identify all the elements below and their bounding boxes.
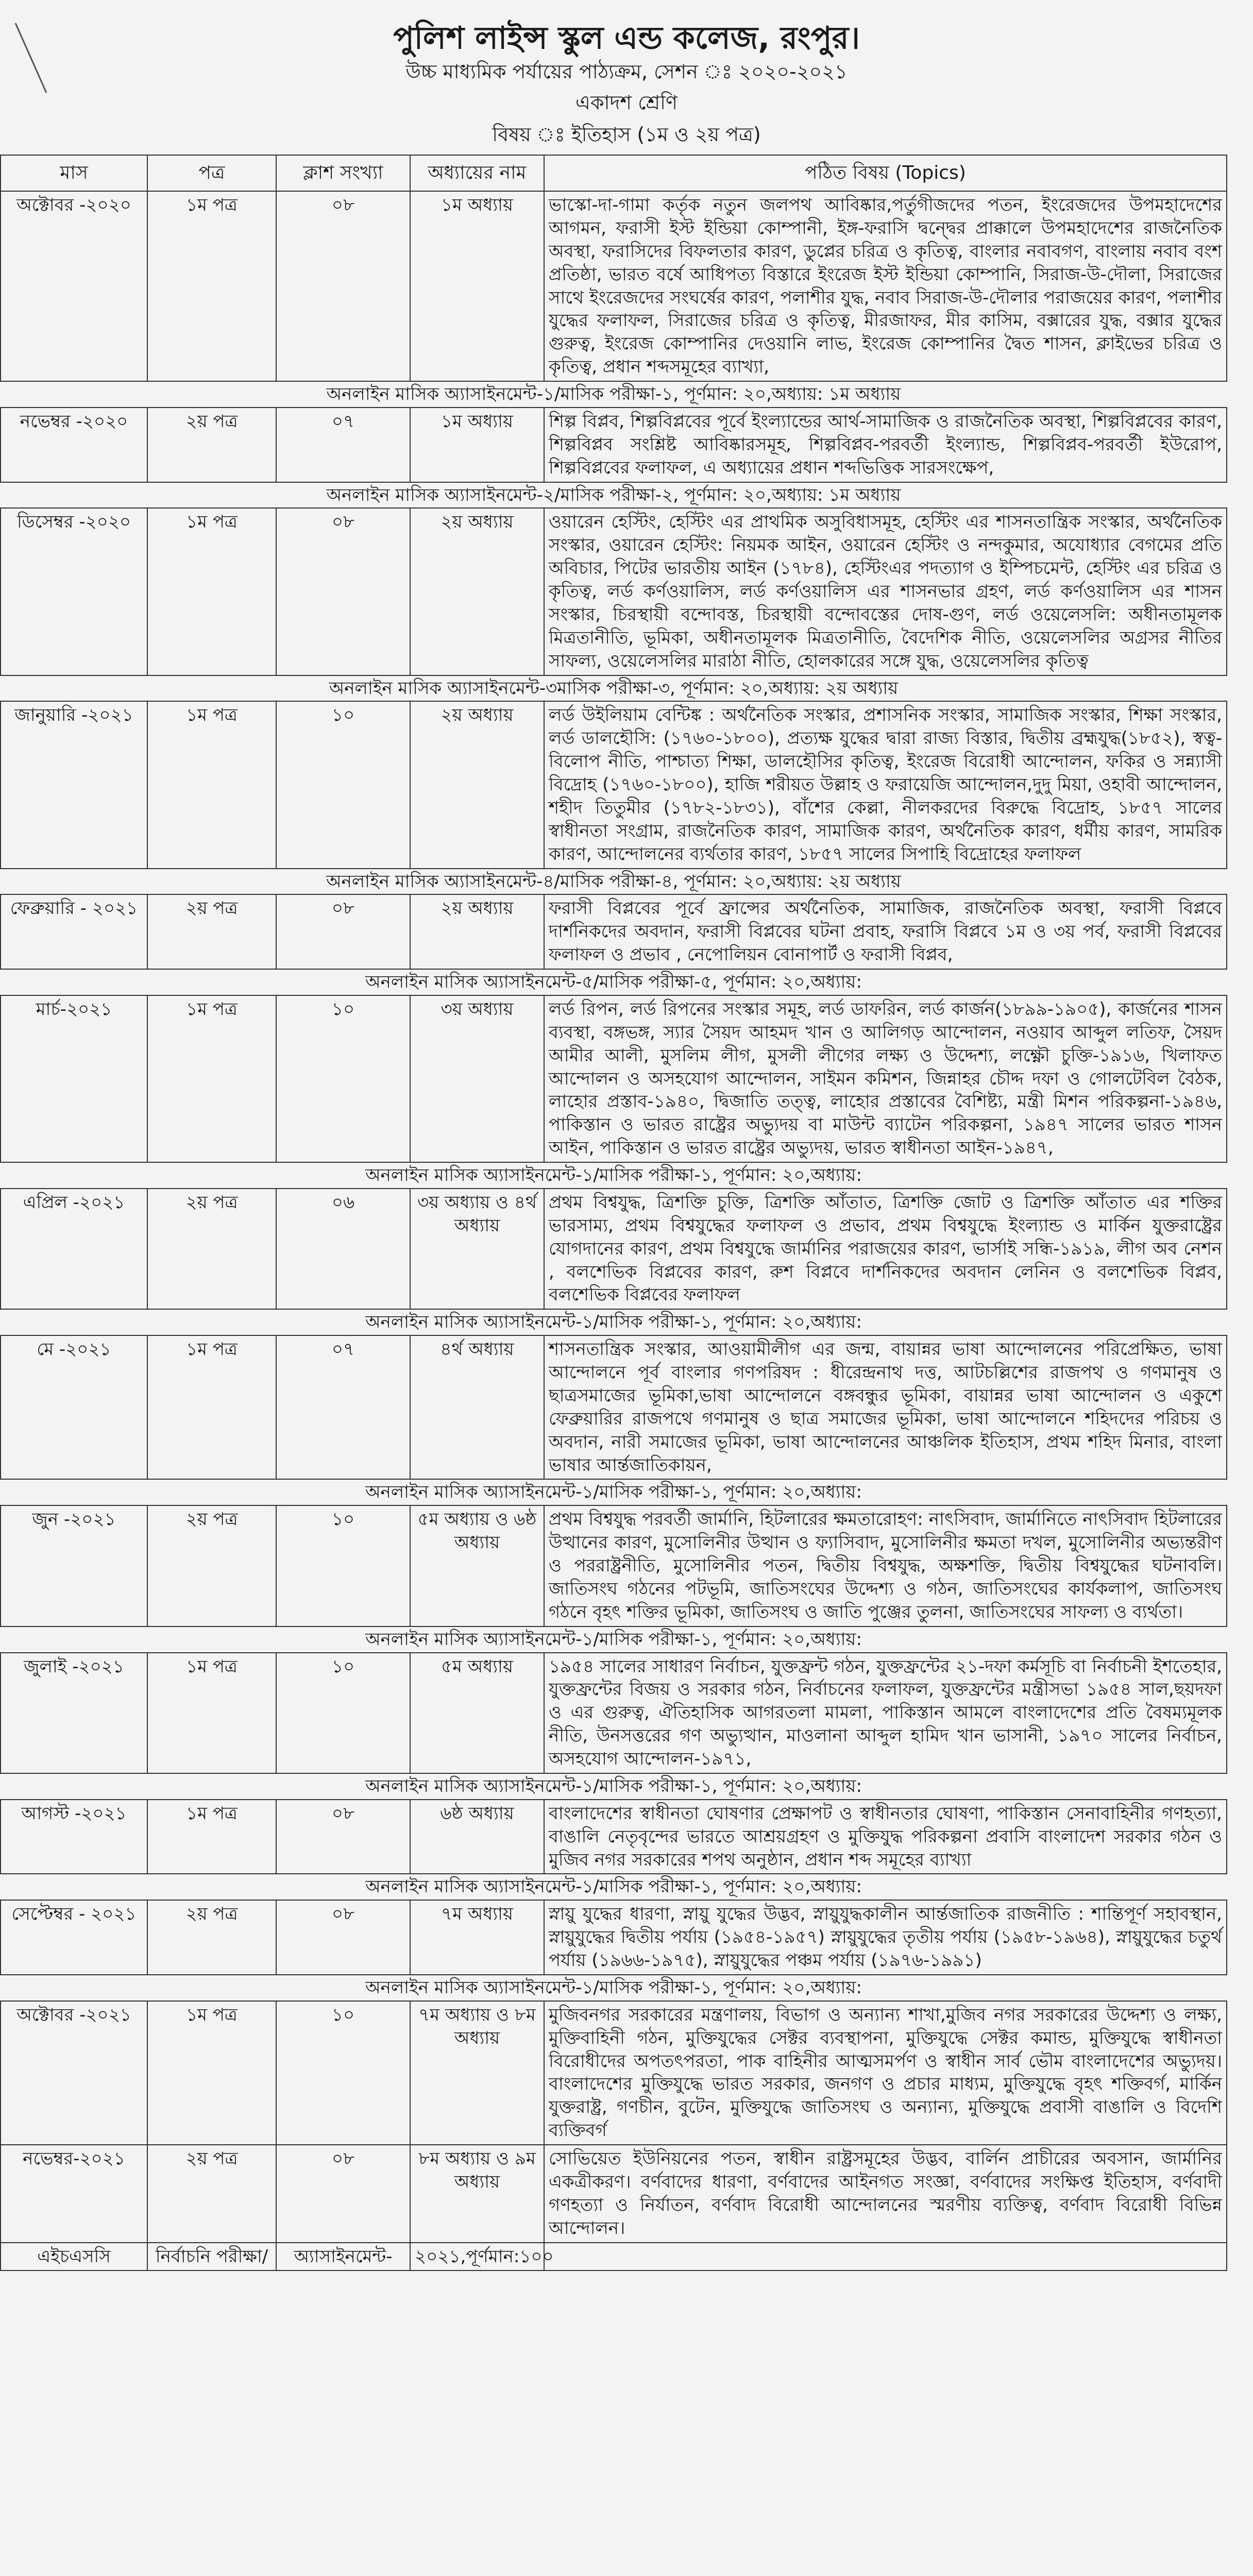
final-cell-3: অ্যাসাইনমেন্ট- bbox=[276, 2243, 410, 2271]
chapter-cell: ৫ম অধ্যায় bbox=[410, 1653, 544, 1773]
month-cell: জুন -২০২১ bbox=[1, 1505, 147, 1626]
assignment-note: অনলাইন মাসিক অ্যাসাইনমেন্ট-১/মাসিক পরীক্ষা-১, পূর্ণমান: ২০,অধ্যায়: bbox=[1, 1162, 1227, 1189]
paper-cell: ২য় পত্র bbox=[147, 1900, 276, 1975]
assignment-row bbox=[1, 969, 1227, 995]
table-row bbox=[1, 1189, 1227, 1309]
assignment-note: অনলাইন মাসিক অ্যাসাইনমেন্ট-১/মাসিক পরীক্ষা-১, পূর্ণমান: ২০,অধ্যায়: bbox=[1, 1874, 1227, 1900]
col-header-classes: ক্লাশ সংখ্যা bbox=[276, 155, 410, 191]
table-row bbox=[1, 894, 1227, 969]
table-row bbox=[1, 1653, 1227, 1773]
month-cell: সেপ্টেম্বর - ২০২১ bbox=[1, 1900, 147, 1975]
subject-line: বিষয় ঃ ইতিহাস (১ম ও ২য় পত্র) bbox=[492, 123, 761, 146]
topics-cell: লর্ড রিপন, লর্ড রিপনের সংস্কার সমূহ, লর্ড ডাফরিন, লর্ড কার্জন(১৮৯৯-১৯০৫), কার্জনের শাসন ব্যবস্থা, বঙ্গভঙ্গ, স্যার সৈয়দ আহমদ খান ও আলিগড় আন্দোলন, নওয়াব আব্দুল লতিফ, সৈয়দ আমীর আলী, মুসলিম লীগ, মুসলী লীগের লক্ষ্য ও উদ্দেশ্য, লক্ষ্ণৌ চুক্তি-১৯১৬, খিলাফত আন্দোলন ও অসহযোগ আন্দোলন, সাইমন কমিশন, জিন্নাহর চৌদ্দ দফা ও গোলটেবিল বৈঠক, লাহোর প্রস্তাব-১৯৪০, দ্বিজাতি তত্ত্ব, লাহোর প্রস্তাবের বৈশিষ্ট্য, মন্ত্রী মিশন পরিকল্পনা-১৯৪৬, পাকিস্তান ও ভারত রাষ্ট্রের অভ্যুদয় বা মাউন্ট ব্যাটেন পরিকল্পনা, ১৯৪৭ সালের ভারত শাসন আইন, পাকিস্তান ও ভারত রাষ্ট্রের অভ্যুদয়, ভারত স্বাধীনতা আইন-১৯৪৭, bbox=[544, 995, 1227, 1162]
col-header-month: মাস bbox=[1, 155, 147, 191]
topics-cell: বাংলাদেশের স্বাধীনতা ঘোষণার প্রেক্ষাপট ও স্বাধীনতার ঘোষণা, পাকিস্তান সেনাবাহিনীর গণহত্যা, বাঙালি নেতৃবৃন্দের ভারতে আশ্রয়গ্রহণ ও মুক্তিযুদ্ধ পরিকল্পনা প্রবাসি বাংলাদেশ সরকার গঠন ও মুজিব নগর সরকারের শপথ অনুষ্ঠান, প্রধান শব্দ সমূহের ব্যাখ্যা bbox=[544, 1800, 1227, 1874]
syllabus-table bbox=[0, 155, 1227, 2271]
chapter-cell: ৮ম অধ্যায় ও ৯ম অধ্যায় bbox=[410, 2145, 544, 2243]
chapter-cell: ৩য় অধ্যায় bbox=[410, 995, 544, 1162]
topics-cell: ১৯৫৪ সালের সাধারণ নির্বাচন, যুক্তফ্রন্ট গঠন, যুক্তফ্রন্টের ২১-দফা কর্মসূচি বা নির্বাচনী ইশতেহার, যুক্তফ্রন্টের বিজয় ও সরকার গঠন, নির্বাচনের ফলাফল, যুক্তফ্রন্টের মন্ত্রীসভা ১৯৫৪ সাল,ছয়দফা ও এর গুরুত্ব, ঐতিহাসিক আগরতলা মামলা, পাকিস্তান আমলে বাংলাদেশের প্রতি বৈষম্যমূলক নীতি, উনসত্তরের গণ অভ্যুত্থান, মাওলানা আব্দুল হামিদ খান ভাসানী, ১৯৭০ সালের নির্বাচন, অসহযোগ আন্দোলন-১৯৭১, bbox=[544, 1653, 1227, 1773]
final-cell-5 bbox=[544, 2243, 1227, 2271]
chapter-cell: ২য় অধ্যায় bbox=[410, 508, 544, 675]
institution-title: পুলিশ লাইন্স স্কুল এন্ড কলেজ, রংপুর। bbox=[393, 20, 860, 56]
month-cell: অক্টোবর -২০২১ bbox=[1, 2001, 147, 2145]
table-row bbox=[1, 701, 1227, 868]
month-cell: এপ্রিল -২০২১ bbox=[1, 1189, 147, 1309]
assignment-row bbox=[1, 1773, 1227, 1800]
month-cell: মার্চ-২০২১ bbox=[1, 995, 147, 1162]
assignment-row bbox=[1, 1874, 1227, 1900]
month-cell: মে -২০২১ bbox=[1, 1335, 147, 1479]
class-count-cell: ০৮ bbox=[276, 2145, 410, 2243]
class-line: একাদশ শ্রেণি bbox=[575, 91, 678, 114]
month-cell: জুলাই -২০২১ bbox=[1, 1653, 147, 1773]
assignment-note: অনলাইন মাসিক অ্যাসাইনমেন্ট-১/মাসিক পরীক্ষা-১, পূর্ণমান: ২০,অধ্যায়: bbox=[1, 1309, 1227, 1335]
table-row bbox=[1, 2001, 1227, 2145]
class-count-cell: ০৬ bbox=[276, 1189, 410, 1309]
topics-cell: স্নায়ু যুদ্ধের ধারণা, স্নায়ু যুদ্ধের উদ্ভব, স্নায়ুযুদ্ধকালীন আর্ন্তজাতিক রাজনীতি : শান্তিপূর্ণ সহাবস্থান, স্নায়ুযুদ্ধের দ্বিতীয় পর্যায় (১৯৫৪-১৯৫৭) স্নায়ুযুদ্ধের তৃতীয় পর্যায় (১৯৫৮-১৯৬৪), স্নায়ুযুদ্ধের চতুর্থ পর্যায় (১৯৬৬-১৯৭৫), স্নায়ুযুদ্ধের পঞ্চম পর্যায় (১৯৭৬-১৯৯১) bbox=[544, 1900, 1227, 1975]
class-count-cell: ০৮ bbox=[276, 191, 410, 381]
assignment-note: অনলাইন মাসিক অ্যাসাইনমেন্ট-১/মাসিক পরীক্ষা-১, পূর্ণমান: ২০,অধ্যায়: bbox=[1, 1975, 1227, 2001]
chapter-cell: ৭ম অধ্যায় bbox=[410, 1900, 544, 1975]
paper-cell: ১ম পত্র bbox=[147, 2001, 276, 2145]
topics-cell: সোভিয়েত ইউনিয়নের পতন, স্বাধীন রাষ্ট্রসমূহের উদ্ভব, বার্লিন প্রাচীরের অবসান, জার্মানির একত্রীকরণ। বর্ণবাদের ধারণা, বর্ণবাদের আইনগত সংজ্ঞা, বর্ণবাদের সংক্ষিপ্ত ইতিহাস, বর্ণবাদী গণহত্যা ও নির্যাতন, বর্ণবাদ বিরোধী আন্দোলনের স্মরণীয় ব্যক্তিত্ব, বর্ণবাদ বিরোধী বিভিন্ন আন্দোলন। bbox=[544, 2145, 1227, 2243]
assignment-row bbox=[1, 869, 1227, 895]
assignment-note: অনলাইন মাসিক অ্যাসাইনমেন্ট-৩মাসিক পরীক্ষা-৩, পূর্ণমান: ২০,অধ্যায়: ২য় অধ্যায় bbox=[1, 675, 1227, 702]
assignment-note: অনলাইন মাসিক অ্যাসাইনমেন্ট-১/মাসিক পরীক্ষা-১, পূর্ণমান: ২০,অধ্যায়: bbox=[1, 1626, 1227, 1653]
assignment-row bbox=[1, 482, 1227, 509]
topics-cell: লর্ড উইলিয়াম বেন্টিঙ্ক : অর্থনৈতিক সংস্কার, প্রশাসনিক সংস্কার, সামাজিক সংস্কার, শিক্ষা সংস্কার, লর্ড ডালহৌসি: (১৭৬০-১৮০০), প্রত্যক্ষ যুদ্ধের দ্বারা রাজ্য বিস্তার, দ্বিতীয় ব্রহ্মযুদ্ধ(১৮৫২), স্বত্ব-বিলোপ নীতি, পাশ্চাত্য শিক্ষা, ডালহৌসির কৃতিত্ব, ইংরেজ বিরোধী আন্দোলন, ফকির ও সন্ন্যাসী বিদ্রোহ (১৭৬০-১৮০০), হাজি শরীয়ত উল্লাহ ও ফরায়েজি আন্দোলন,দুদু মিয়া, ওহাবী আন্দোলন, শহীদ তিতুমীর (১৭৮২-১৮৩১), বাঁশের কেল্লা, নীলকরদের বিরুদ্ধে বিদ্রোহ, ১৮৫৭ সালের স্বাধীনতা সংগ্রাম, রাজনৈতিক কারণ, সামাজিক কারণ, অর্থনৈতিক কারণ, ধর্মীয় কারণ, সামরিক কারণ, আন্দোলনের ব্যর্থতার কারণ, ১৮৫৭ সালের সিপাহি বিদ্রোহের ফলাফল bbox=[544, 701, 1227, 868]
class-count-cell: ১০ bbox=[276, 1505, 410, 1626]
col-header-topics: পঠিত বিষয় (Topics) bbox=[544, 155, 1227, 191]
month-cell: আগস্ট -২০২১ bbox=[1, 1800, 147, 1874]
topics-cell: ফরাসী বিপ্লবের পূর্বে ফ্রান্সের অর্থনৈতিক, সামাজিক, রাজনৈতিক অবস্থা, ফরাসী বিপ্লবে দার্শনিকদের অবদান, ফরাসী বিপ্লবের ঘটনা প্রবাহ, ফরাসি বিপ্লবে ১ম ও ৩য় পর্ব, ফরাসী বিপ্লবের ফলাফল ও প্রভাব , নেপোলিয়ন বোনাপার্ট ও ফরাসী বিপ্লব, bbox=[544, 894, 1227, 969]
table-body bbox=[1, 191, 1227, 2243]
paper-cell: ২য় পত্র bbox=[147, 1505, 276, 1626]
final-cell-1: এইচএসসি bbox=[1, 2243, 147, 2271]
paper-cell: ২য় পত্র bbox=[147, 1189, 276, 1309]
class-count-cell: ১০ bbox=[276, 701, 410, 868]
paper-cell: ১ম পত্র bbox=[147, 508, 276, 675]
table-row bbox=[1, 1900, 1227, 1975]
class-count-cell: ১০ bbox=[276, 1653, 410, 1773]
table-row bbox=[1, 1800, 1227, 1874]
paper-cell: ১ম পত্র bbox=[147, 1800, 276, 1874]
topics-cell: ওয়ারেন হেস্টিং, হেস্টিং এর প্রাথমিক অসুবিধাসমূহ, হেস্টিং এর শাসনতান্ত্রিক সংস্কার, অর্থনৈতিক সংস্কার, ওয়ারেন হেস্টিং: নিয়মক আইন, ওয়ারেন হেস্টিং ও নন্দকুমার, অযোধ্যার বেগমের প্রতি অবিচার, পিটের ভারতীয় আইন (১৭৮৪), হেস্টিংএর পদত্যাগ ও ইম্পিচমেন্ট, হেস্টিং এর চরিত্র ও কৃতিত্ব, লর্ড কর্ণওয়ালিস, লর্ড কর্ণওয়ালিস এর শাসনভার গ্রহণ, লর্ড কর্ণওয়ালিস এর শাসন সংস্কার, চিরস্থায়ী বন্দোবস্ত, চিরস্থায়ী বন্দোবস্তের দোষ-গুণ, লর্ড ওয়েলেসলি: অধীনতামূলক মিত্রতানীতি, ভূমিকা, অধীনতামূলক মিত্রতানীতি, বৈদেশিক নীতি, ওয়েলেসলির অগ্রসর নীতির সাফল্য, ওয়েলেসলির মারাঠা নীতি, হোলকারের সঙ্গে যুদ্ধ, ওয়েলেসলির কৃতিত্ব bbox=[544, 508, 1227, 675]
table-row bbox=[1, 408, 1227, 482]
assignment-row bbox=[1, 1975, 1227, 2001]
chapter-cell: ১ম অধ্যায় bbox=[410, 408, 544, 482]
paper-cell: ১ম পত্র bbox=[147, 191, 276, 381]
chapter-cell: ৩য় অধ্যায় ও ৪র্থ অধ্যায় bbox=[410, 1189, 544, 1309]
topics-cell: প্রথম বিশ্বযুদ্ধ পরবর্তী জার্মানি, হিটলারের ক্ষমতারোহণ: নাৎসিবাদ, জার্মানিতে নাৎসিবাদ হিটলারের উত্থানের কারণ, মুসোলিনীর উত্থান ও ফ্যাসিবাদ, মুসোলিনীর ক্ষমতা দখল, মুসোলিনীর অভ্যন্তরীণ ও পররাষ্ট্রনীতি, মুসোলিনীর পতন, দ্বিতীয় বিশ্বযুদ্ধ, অক্ষশক্তি, দ্বিতীয় বিশ্বযুদ্ধের ঘটনাবলি। জাতিসংঘ গঠনের পটভূমি, জাতিসংঘের উদ্দেশ্য ও গঠন, জাতিসংঘের কার্যকলাপ, জাতিসংঘ গঠনে বৃহৎ শক্তির ভূমিকা, জাতিসংঘ ও জাতি পুঞ্জের তুলনা, জাতিসংঘের সাফল্য ও ব্যর্থতা। bbox=[544, 1505, 1227, 1626]
col-header-paper: পত্র bbox=[147, 155, 276, 191]
class-count-cell: ১০ bbox=[276, 2001, 410, 2145]
topics-cell: শিল্প বিপ্লব, শিল্পবিপ্লবের পূর্বে ইংল্যান্ডের আর্থ-সামাজিক ও রাজনৈতিক অবস্থা, শিল্পবিপ্লবের কারণ, শিল্পবিপ্লব সংশ্লিষ্ট আবিষ্কারসমূহ, শিল্পবিপ্লব-পরবর্তী ইংল্যান্ড, শিল্পবিপ্লব-পরবর্তী ইউরোপ, শিল্পবিপ্লবের ফলাফল, এ অধ্যায়ের প্রধান শব্দভিত্তিক সারসংক্ষেপ, bbox=[544, 408, 1227, 482]
month-cell: ফেব্রুয়ারি - ২০২১ bbox=[1, 894, 147, 969]
assignment-note: অনলাইন মাসিক অ্যাসাইনমেন্ট-১/মাসিক পরীক্ষা-১, পূর্ণমান: ২০,অধ্যায়: bbox=[1, 1773, 1227, 1800]
chapter-cell: ২য় অধ্যায় bbox=[410, 701, 544, 868]
assignment-row bbox=[1, 1479, 1227, 1505]
final-cell-4: ২০২১,পূর্ণমান:১০০ bbox=[410, 2243, 544, 2271]
paper-cell: ১ম পত্র bbox=[147, 1335, 276, 1479]
final-exam-row bbox=[1, 2243, 1227, 2271]
paper-cell: ২য় পত্র bbox=[147, 894, 276, 969]
class-count-cell: ০৮ bbox=[276, 894, 410, 969]
assignment-note: অনলাইন মাসিক অ্যাসাইনমেন্ট-৫/মাসিক পরীক্ষা-৫, পূর্ণমান: ২০,অধ্যায়: bbox=[1, 969, 1227, 995]
assignment-note: অনলাইন মাসিক অ্যাসাইনমেন্ট-১/মাসিক পরীক্ষা-১, পূর্ণমান: ২০,অধ্যায়: ১ম অধ্যায় bbox=[1, 381, 1227, 408]
assignment-row bbox=[1, 1626, 1227, 1653]
paper-cell: ১ম পত্র bbox=[147, 995, 276, 1162]
assignment-row bbox=[1, 675, 1227, 702]
assignment-note: অনলাইন মাসিক অ্যাসাইনমেন্ট-৪/মাসিক পরীক্ষা-৪, পূর্ণমান: ২০,অধ্যায়: ২য় অধ্যায় bbox=[1, 869, 1227, 895]
class-count-cell: ০৮ bbox=[276, 1800, 410, 1874]
paper-cell: ১ম পত্র bbox=[147, 1653, 276, 1773]
paper-cell: ২য় পত্র bbox=[147, 2145, 276, 2243]
assignment-row bbox=[1, 1162, 1227, 1189]
table-row bbox=[1, 1335, 1227, 1479]
chapter-cell: ১ম অধ্যায় bbox=[410, 191, 544, 381]
table-row bbox=[1, 1505, 1227, 1626]
table-header-row bbox=[1, 155, 1227, 191]
assignment-row bbox=[1, 381, 1227, 408]
paper-cell: ২য় পত্র bbox=[147, 408, 276, 482]
topics-cell: শাসনতান্ত্রিক সংস্কার, আওয়ামীলীগ এর জন্ম, বায়ান্নর ভাষা আন্দোলনের পরিপ্রেক্ষিত, ভাষা আন্দোলনে পূর্ব বাংলার গণপরিষদ : ধীরেন্দ্রনাথ দত্ত, আটচল্লিশের রাজপথ ও গণমানুষ ও ছাত্রসমাজের ভূমিকা,ভাষা আন্দোলনে বঙ্গবন্ধুর ভূমিকা, বায়ান্নর ভাষা আন্দোলন ও একুশে ফেব্রুয়ারির রাজপথে গণমানুষ ও ছাত্র সমাজের ভূমিকা, ভাষা আন্দোলনে শহিদদের পরিচয় ও অবদান, নারী সমাজের ভূমিকা, ভাষা আন্দোলনের আঞ্চলিক ইতিহাস, প্রথম শহিদ মিনার, বাংলা ভাষার আর্ন্তজাতিকায়ন, bbox=[544, 1335, 1227, 1479]
chapter-cell: ৪র্থ অধ্যায় bbox=[410, 1335, 544, 1479]
chapter-cell: ৫ম অধ্যায় ও ৬ষ্ঠ অধ্যায় bbox=[410, 1505, 544, 1626]
month-cell: নভেম্বর-২০২১ bbox=[1, 2145, 147, 2243]
chapter-cell: ৭ম অধ্যায় ও ৮ম অধ্যায় bbox=[410, 2001, 544, 2145]
class-count-cell: ০৮ bbox=[276, 508, 410, 675]
paper-cell: ১ম পত্র bbox=[147, 701, 276, 868]
class-count-cell: ০৮ bbox=[276, 1900, 410, 1975]
assignment-row bbox=[1, 1309, 1227, 1335]
table-row bbox=[1, 995, 1227, 1162]
topics-cell: প্রথম বিশ্বযুদ্ধ, ত্রিশক্তি চুক্তি, ত্রিশক্তি আঁতাত, ত্রিশক্তি জোট ও ত্রিশক্তি আঁতাত এর শক্তির ভারসাম্য, প্রথম বিশ্বযুদ্ধের ফলাফল ও প্রভাব, প্রথম বিশ্বযুদ্ধে ইংল্যান্ড ও মার্কিন যুক্তরাষ্ট্রের যোগদানের কারণ, প্রথম বিশ্বযুদ্ধে জার্মানির পরাজয়ের কারণ, ভার্সাই সন্ধি-১৯১৯, লীগ অব নেশন , বলশেভিক বিপ্লবের কারণ, রুশ বিপ্লবে দার্শনিকদের অবদান লেনিন ও বলশেভিক বিপ্লব, বলশেভিক বিপ্লবের ফলাফল bbox=[544, 1189, 1227, 1309]
assignment-note: অনলাইন মাসিক অ্যাসাইনমেন্ট-২/মাসিক পরীক্ষা-২, পূর্ণমান: ২০,অধ্যায়: ১ম অধ্যায় bbox=[1, 482, 1227, 509]
chapter-cell: ৬ষ্ঠ অধ্যায় bbox=[410, 1800, 544, 1874]
topics-cell: ভাস্কো-দা-গামা কর্তৃক নতুন জলপথ আবিষ্কার,পর্তুগীজদের পতন, ইংরেজদের উপমহাদেশের আগমন, ফরাসী ইস্ট ইন্ডিয়া কোম্পানী, ইঙ্গ-ফরাসি দ্বন্দ্বের প্রাক্কালে উপমহাদেশের রাজনৈতিক অবস্থা, ফরাসিদের বিফলতার কারণ, ডুপ্লের চরিত্র ও কৃতিত্ব, বাংলার নবাবগণ, বাংলায় নবাব বংশ প্রতিষ্ঠা, ভারত বর্ষে আধিপত্য বিস্তারে ইংরেজ ইস্ট ইন্ডিয়া কোম্পানি, সিরাজ-উ-দৌলা, সিরাজের সাথে ইংরেজদের সংঘর্ষের কারণ, পলাশীর যুদ্ধ, নবাব সিরাজ-উ-দৌলার পরাজয়ের কারণ, পলাশীর যুদ্ধের ফলাফল, সিরাজের চরিত্র ও কৃতিত্ব, মীরজাফর, মীর কাসিম, বক্সারের যুদ্ধ, বক্সার যুদ্ধের গুরুত্ব, ইংরেজ কোম্পানির দেওয়ানি লাভ, ইংরেজ কোম্পানির দ্বৈত শাসন, ক্লাইভের চরিত্র ও কৃতিত্ব, প্রধান শব্দসমূহের ব্যাখ্যা, bbox=[544, 191, 1227, 381]
month-cell: ডিসেম্বর -২০২০ bbox=[1, 508, 147, 675]
assignment-note: অনলাইন মাসিক অ্যাসাইনমেন্ট-১/মাসিক পরীক্ষা-১, পূর্ণমান: ২০,অধ্যায়: bbox=[1, 1479, 1227, 1505]
final-cell-2: নির্বাচনি পরীক্ষা/ bbox=[147, 2243, 276, 2271]
class-count-cell: ১০ bbox=[276, 995, 410, 1162]
table-row bbox=[1, 508, 1227, 675]
chapter-cell: ২য় অধ্যায় bbox=[410, 894, 544, 969]
month-cell: অক্টোবর -২০২০ bbox=[1, 191, 147, 381]
class-count-cell: ০৭ bbox=[276, 1335, 410, 1479]
topics-cell: মুজিবনগর সরকারের মন্ত্রণালয়, বিভাগ ও অন্যান্য শাখা,মুজিব নগর সরকারের উদ্দেশ্য ও লক্ষ্য, মুক্তিবাহিনী গঠন, মুক্তিযুদ্ধের সেক্টর ব্যবস্থাপনা, মুক্তিযুদ্ধে সেক্টর কমান্ড, মুক্তিযুদ্ধে স্বাধীনতা বিরোধীদের অপতৎপরতা, পাক বাহিনীর আত্মসমর্পণ ও স্বাধীন সার্ব ভৌম বাংলাদেশের অভ্যুদয়। বাংলাদেশের মুক্তিযুদ্ধে ভারত সরকার, জনগণ ও প্রচার মাধ্যম, মুক্তিযুদ্ধে বৃহৎ শক্তিবর্গ, মার্কিন যুক্তরাষ্ট্র, গণচীন, বুটেন, মুক্তিযুদ্ধে জাতিসংঘ ও অন্যান্য, মুক্তিযুদ্ধে প্রবাসী বাঙালি ও বিদেশি ব্যক্তিবর্গ bbox=[544, 2001, 1227, 2145]
col-header-chapter: অধ্যায়ের নাম bbox=[410, 155, 544, 191]
table-row bbox=[1, 2145, 1227, 2243]
curriculum-line: উচ্চ মাধ্যমিক পর্যায়ের পাঠ্যক্রম, সেশন ঃ ২০২০-২০২১ bbox=[405, 60, 848, 83]
class-count-cell: ০৭ bbox=[276, 408, 410, 482]
month-cell: জানুয়ারি -২০২১ bbox=[1, 701, 147, 868]
month-cell: নভেম্বর -২০২০ bbox=[1, 408, 147, 482]
table-row bbox=[1, 191, 1227, 381]
